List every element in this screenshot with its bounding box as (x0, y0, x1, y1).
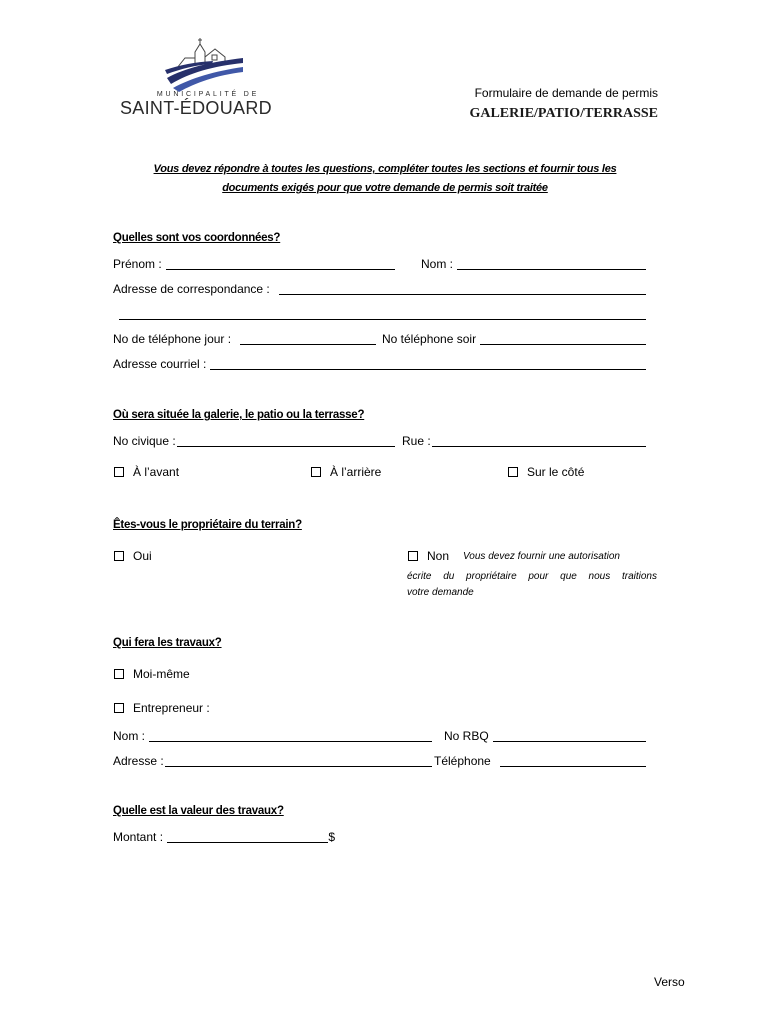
rbq-label: No RBQ (444, 729, 489, 743)
notice-line-1: Vous devez répondre à toutes les questions, compléter toutes les sections et fournir tous les (153, 163, 617, 175)
option-contractor[interactable] (113, 700, 210, 716)
contractor-name-row (113, 728, 432, 744)
location-heading: Où sera située la galerie, le patio ou la terrasse? (113, 409, 365, 421)
option-side-label: Sur le côté (527, 465, 585, 479)
street-field[interactable] (432, 435, 646, 447)
contractor-phone-field[interactable] (500, 755, 646, 767)
logo-text-top: MUNICIPALITÉ DE (156, 91, 260, 98)
contractor-address-row (113, 753, 432, 769)
contractor-address-label: Adresse : (113, 754, 164, 768)
checkbox-contractor[interactable] (114, 703, 124, 713)
option-back-label: À l’arrière (330, 465, 382, 479)
checkbox-back[interactable] (311, 467, 321, 477)
owner-yes-option[interactable] (113, 548, 152, 564)
owner-note-line-2: écrite du propriétaire pour que nous traitions (407, 571, 657, 582)
checkbox-owner-no[interactable] (408, 551, 418, 561)
option-front[interactable] (113, 464, 179, 480)
day-phone-row (113, 331, 376, 347)
street-row (402, 433, 646, 449)
email-field[interactable] (210, 358, 646, 370)
rbq-row (444, 728, 646, 744)
church-steeple-icon (195, 44, 205, 64)
day-phone-field[interactable] (240, 333, 376, 345)
logo-text-main: SAINT-ÉDOUARD (120, 98, 272, 118)
option-self-label: Moi-même (133, 667, 190, 681)
contractor-phone-row (434, 753, 646, 769)
logo-graphic (165, 38, 245, 92)
ownership-heading: Êtes-vous le propriétaire du terrain? (113, 519, 302, 531)
first-name-row (113, 256, 395, 272)
contractor-address-field[interactable] (165, 755, 432, 767)
currency-symbol: $ (328, 830, 335, 844)
day-phone-label: No de téléphone jour : (113, 332, 232, 346)
checkbox-self[interactable] (114, 669, 124, 679)
checkbox-front[interactable] (114, 467, 124, 477)
civic-number-label: No civique : (113, 434, 176, 448)
amount-field[interactable] (167, 831, 328, 843)
email-label: Adresse courriel : (113, 357, 207, 371)
mailing-address-field[interactable] (279, 283, 646, 295)
owner-note-line-3: votre demande (407, 587, 474, 598)
evening-phone-label: No téléphone soir (382, 332, 477, 346)
option-front-label: À l’avant (133, 465, 180, 479)
contact-heading: Quelles sont vos coordonnées? (113, 232, 281, 244)
last-name-row (421, 256, 646, 272)
street-label: Rue : (402, 434, 431, 448)
option-contractor-label: Entrepreneur : (133, 701, 210, 715)
contractor-heading: Qui fera les travaux? (113, 637, 222, 649)
option-side[interactable] (507, 464, 584, 480)
contractor-name-field[interactable] (149, 730, 432, 742)
owner-no-label: Non (427, 549, 450, 563)
owner-yes-label: Oui (133, 549, 152, 563)
mailing-address-field-line-2[interactable] (119, 308, 646, 320)
mailing-address-row (113, 281, 646, 297)
owner-no-option[interactable] (407, 548, 449, 564)
civic-number-row (113, 433, 395, 449)
notice-line-2: documents exigés pour que votre demande de permis soit traitée (222, 182, 548, 194)
civic-number-field[interactable] (177, 435, 395, 447)
owner-note-line-1: Vous devez fournir une autorisation (463, 551, 620, 562)
option-self[interactable] (113, 666, 190, 682)
contractor-name-label: Nom : (113, 729, 146, 743)
checkbox-side[interactable] (508, 467, 518, 477)
evening-phone-row (382, 331, 646, 347)
form-label: Formulaire de demande de permis (474, 86, 658, 100)
mailing-address-row-2 (119, 306, 646, 322)
last-name-label: Nom : (421, 257, 454, 271)
first-name-label: Prénom : (113, 257, 162, 271)
amount-label: Montant : (113, 830, 164, 844)
amount-row (113, 829, 335, 845)
rbq-field[interactable] (493, 730, 646, 742)
contractor-phone-label: Téléphone (434, 754, 491, 768)
mailing-address-label: Adresse de correspondance : (113, 282, 270, 296)
option-back[interactable] (310, 464, 381, 480)
first-name-field[interactable] (166, 258, 395, 270)
evening-phone-field[interactable] (480, 333, 646, 345)
permit-type-title: GALERIE/PATIO/TERRASSE (469, 106, 658, 121)
email-row (113, 356, 646, 372)
verso-label: Verso (654, 975, 685, 989)
last-name-field[interactable] (457, 258, 646, 270)
value-heading: Quelle est la valeur des travaux? (113, 805, 284, 817)
checkbox-owner-yes[interactable] (114, 551, 124, 561)
